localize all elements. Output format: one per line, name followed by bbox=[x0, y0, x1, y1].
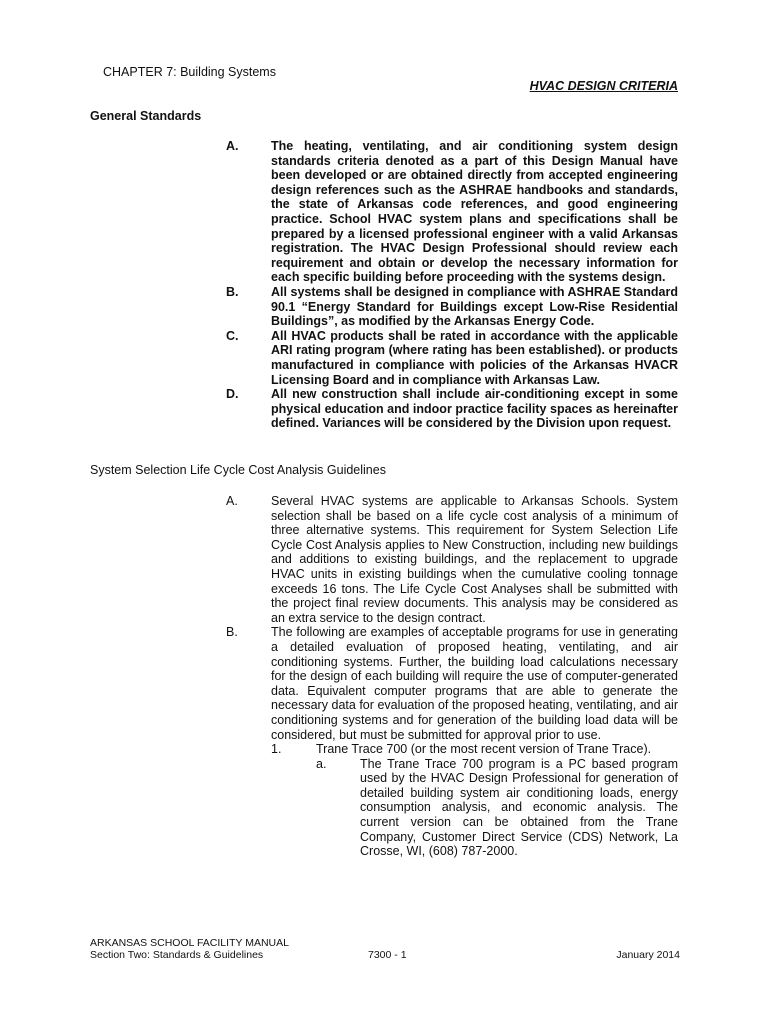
list-text: The heating, ventilating, and air conditioning system design standards criteria denoted as a part of this Design Manual have been developed or are obtained directly from accepted engineering design references such as the ASHRAE handbooks and standards, the state of Arkansas code references, and good engineering practice. School HVAC system plans and specifications shall be prepared by a licensed professional engineer with a valid Arkansas registration. The HVAC Design Professional should review each requirement and obtain or develop the necessary information for each specific building before proceeding with the systems design. bbox=[271, 139, 678, 285]
general-standards-list bbox=[226, 139, 678, 431]
list-marker: D. bbox=[226, 387, 239, 402]
chapter-heading: CHAPTER 7: Building Systems bbox=[103, 65, 276, 79]
list-marker: C. bbox=[226, 328, 239, 343]
list-text: Several HVAC systems are applicable to Arkansas Schools. System selection shall be based on a life cycle cost analysis of a minimum of three alternative systems. This requirement for System Selection Life Cycle Cost Analysis applies to New Construction, including new buildings and additions to existing buildings, and the replacement to upgrade HVAC units in existing buildings when the cumulative cooling tonnage exceeds 16 tons. The Life Cycle Cost Analyses shall be submitted with the project final review documents. This analysis may be considered as an extra service to the design contract. bbox=[271, 494, 678, 625]
list-item bbox=[226, 625, 678, 742]
list-item bbox=[226, 387, 678, 431]
list-marker: A. bbox=[226, 139, 239, 153]
system-selection-heading: System Selection Life Cycle Cost Analysis Guidelines bbox=[90, 463, 386, 477]
sub-list-item bbox=[226, 742, 678, 859]
sub-item-text: Trane Trace 700 (or the most recent version of Trane Trace). bbox=[316, 742, 652, 757]
list-text: All systems shall be designed in compliance with ASHRAE Standard 90.1 “Energy Standard for Buildings except Low-Rise Residential Buildings”, as modified by the Arkansas Energy Code. bbox=[271, 284, 678, 329]
sub-sub-item-text: The Trane Trace 700 program is a PC based program used by the HVAC Design Professional for generation of detailed building system air conditioning loads, energy consumption analysis, and economic analysis. The current version can be obtained from the Trane Company, Customer Direct Service (CDS) Network, La Crosse, WI, (608) 787-2000. bbox=[360, 756, 678, 859]
list-text: All HVAC products shall be rated in accordance with the applicable ARI rating program (where rating has been established). or products manufactured in compliance with policies of the Arkansas HVACR Licensing Board and in compliance with Arkansas Law. bbox=[271, 328, 678, 387]
list-text: The following are examples of acceptable programs for use in generating a detailed evaluation of proposed heating, ventilating, and air conditioning systems. Further, the building load calculations necessary for the design of each building will require the use of computer-generated data. Equivalent computer programs that are able to generate the necessary data for evaluation of the proposed heating, ventilating, and air conditioning systems and for generation of the building load data will be considered, but must be submitted for approval prior to use. bbox=[271, 625, 678, 742]
sub-item-marker: 1. bbox=[271, 742, 282, 757]
footer-section: Section Two: Standards & Guidelines bbox=[90, 949, 264, 961]
list-marker: B. bbox=[226, 284, 239, 299]
general-standards-heading: General Standards bbox=[90, 109, 202, 123]
list-marker: A. bbox=[226, 494, 238, 508]
list-item bbox=[226, 139, 678, 285]
page-footer bbox=[90, 937, 680, 961]
sub-sub-item-marker: a. bbox=[316, 756, 327, 771]
list-text: All new construction shall include air-conditioning except in some physical education and indoor practice facility spaces as hereinafter defined. Variances will be considered by the Division upon request. bbox=[271, 387, 678, 431]
list-item bbox=[226, 329, 678, 387]
sub-sub-item bbox=[316, 757, 678, 859]
sub-item bbox=[271, 742, 678, 757]
list-marker: B. bbox=[226, 625, 238, 640]
list-item bbox=[226, 494, 678, 625]
list-item bbox=[226, 285, 678, 329]
system-selection-list bbox=[226, 494, 678, 859]
footer-manual-title: ARKANSAS SCHOOL FACILITY MANUAL bbox=[90, 937, 289, 949]
footer-date: January 2014 bbox=[616, 949, 680, 961]
footer-page-number: 7300 - 1 bbox=[368, 949, 407, 961]
section-title: HVAC DESIGN CRITERIA bbox=[529, 79, 678, 93]
